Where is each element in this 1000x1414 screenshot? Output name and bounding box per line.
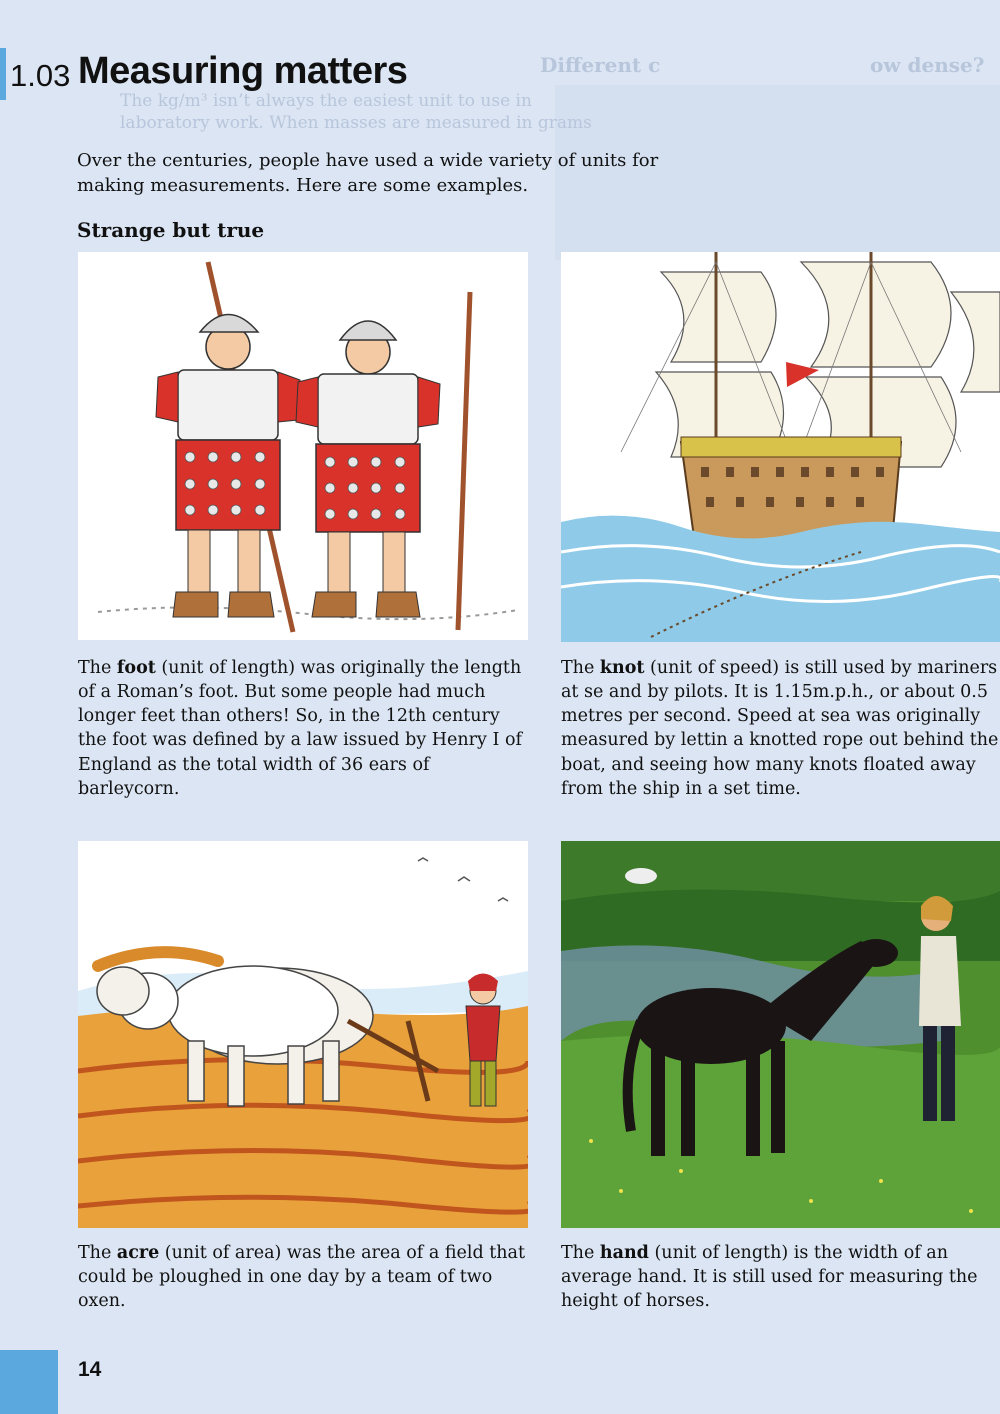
ghost-heading: Different c — [540, 53, 661, 77]
knot-term: knot — [599, 658, 645, 678]
roman-soldiers-illustration — [78, 252, 528, 640]
acre-caption-lead: The — [78, 1243, 117, 1263]
foot-term: foot — [116, 658, 156, 678]
ghost-line-2: laboratory work. When masses are measured in grams — [120, 113, 592, 133]
ghost-line-1: The kg/m³ isn’t always the easiest unit to use in — [120, 91, 532, 111]
sailing-ship-illustration — [561, 252, 1000, 642]
acre-caption — [78, 1241, 533, 1313]
knot-caption-rest: (unit of speed) is still used by mariners at se and by pilots. It is 1.15m.p.h., or about 0.5 metres per second. Speed at sea was originally measured by lettin a knotted rope out behind the boat, and seeing how many knots floated away from the ship in a set time. — [561, 658, 999, 799]
intro-paragraph: Over the centuries, people have used a wide variety of units for making measurements. Here are some examples. — [77, 150, 659, 197]
hand-caption — [561, 1241, 1000, 1313]
knot-caption — [561, 656, 1000, 801]
page-title: Measuring matters — [78, 50, 408, 92]
hand-caption-rest: (unit of length) is the width of an average hand. It is still used for measuring the height of horses. — [561, 1243, 978, 1312]
hand-caption-lead: The — [561, 1243, 600, 1263]
horse-photo — [561, 841, 1000, 1228]
foot-caption-rest: (unit of length) was originally the length of a Roman’s foot. But some people had much longer feet than others! So, in the 12th century the foot was defined by a law issued by Henry I of England as the total width of 36 ears of barleycorn. — [78, 658, 522, 799]
acre-caption-rest: (unit of area) was the area of a field that could be ploughed in one day by a team of two oxen. — [78, 1243, 525, 1312]
oxen-ploughing-illustration — [78, 841, 528, 1228]
subheading: Strange but true — [77, 218, 265, 242]
hand-term: hand — [599, 1243, 649, 1263]
page-number-tab — [0, 1350, 58, 1414]
knot-caption-lead: The — [561, 658, 600, 678]
foot-caption — [78, 656, 533, 801]
page-number: 14 — [78, 1358, 102, 1381]
ghost-right-heading: ow dense? — [870, 53, 985, 77]
foot-caption-lead: The — [78, 658, 117, 678]
section-tab — [0, 48, 6, 100]
acre-term: acre — [116, 1243, 160, 1263]
section-number: 1.03 — [10, 58, 71, 93]
